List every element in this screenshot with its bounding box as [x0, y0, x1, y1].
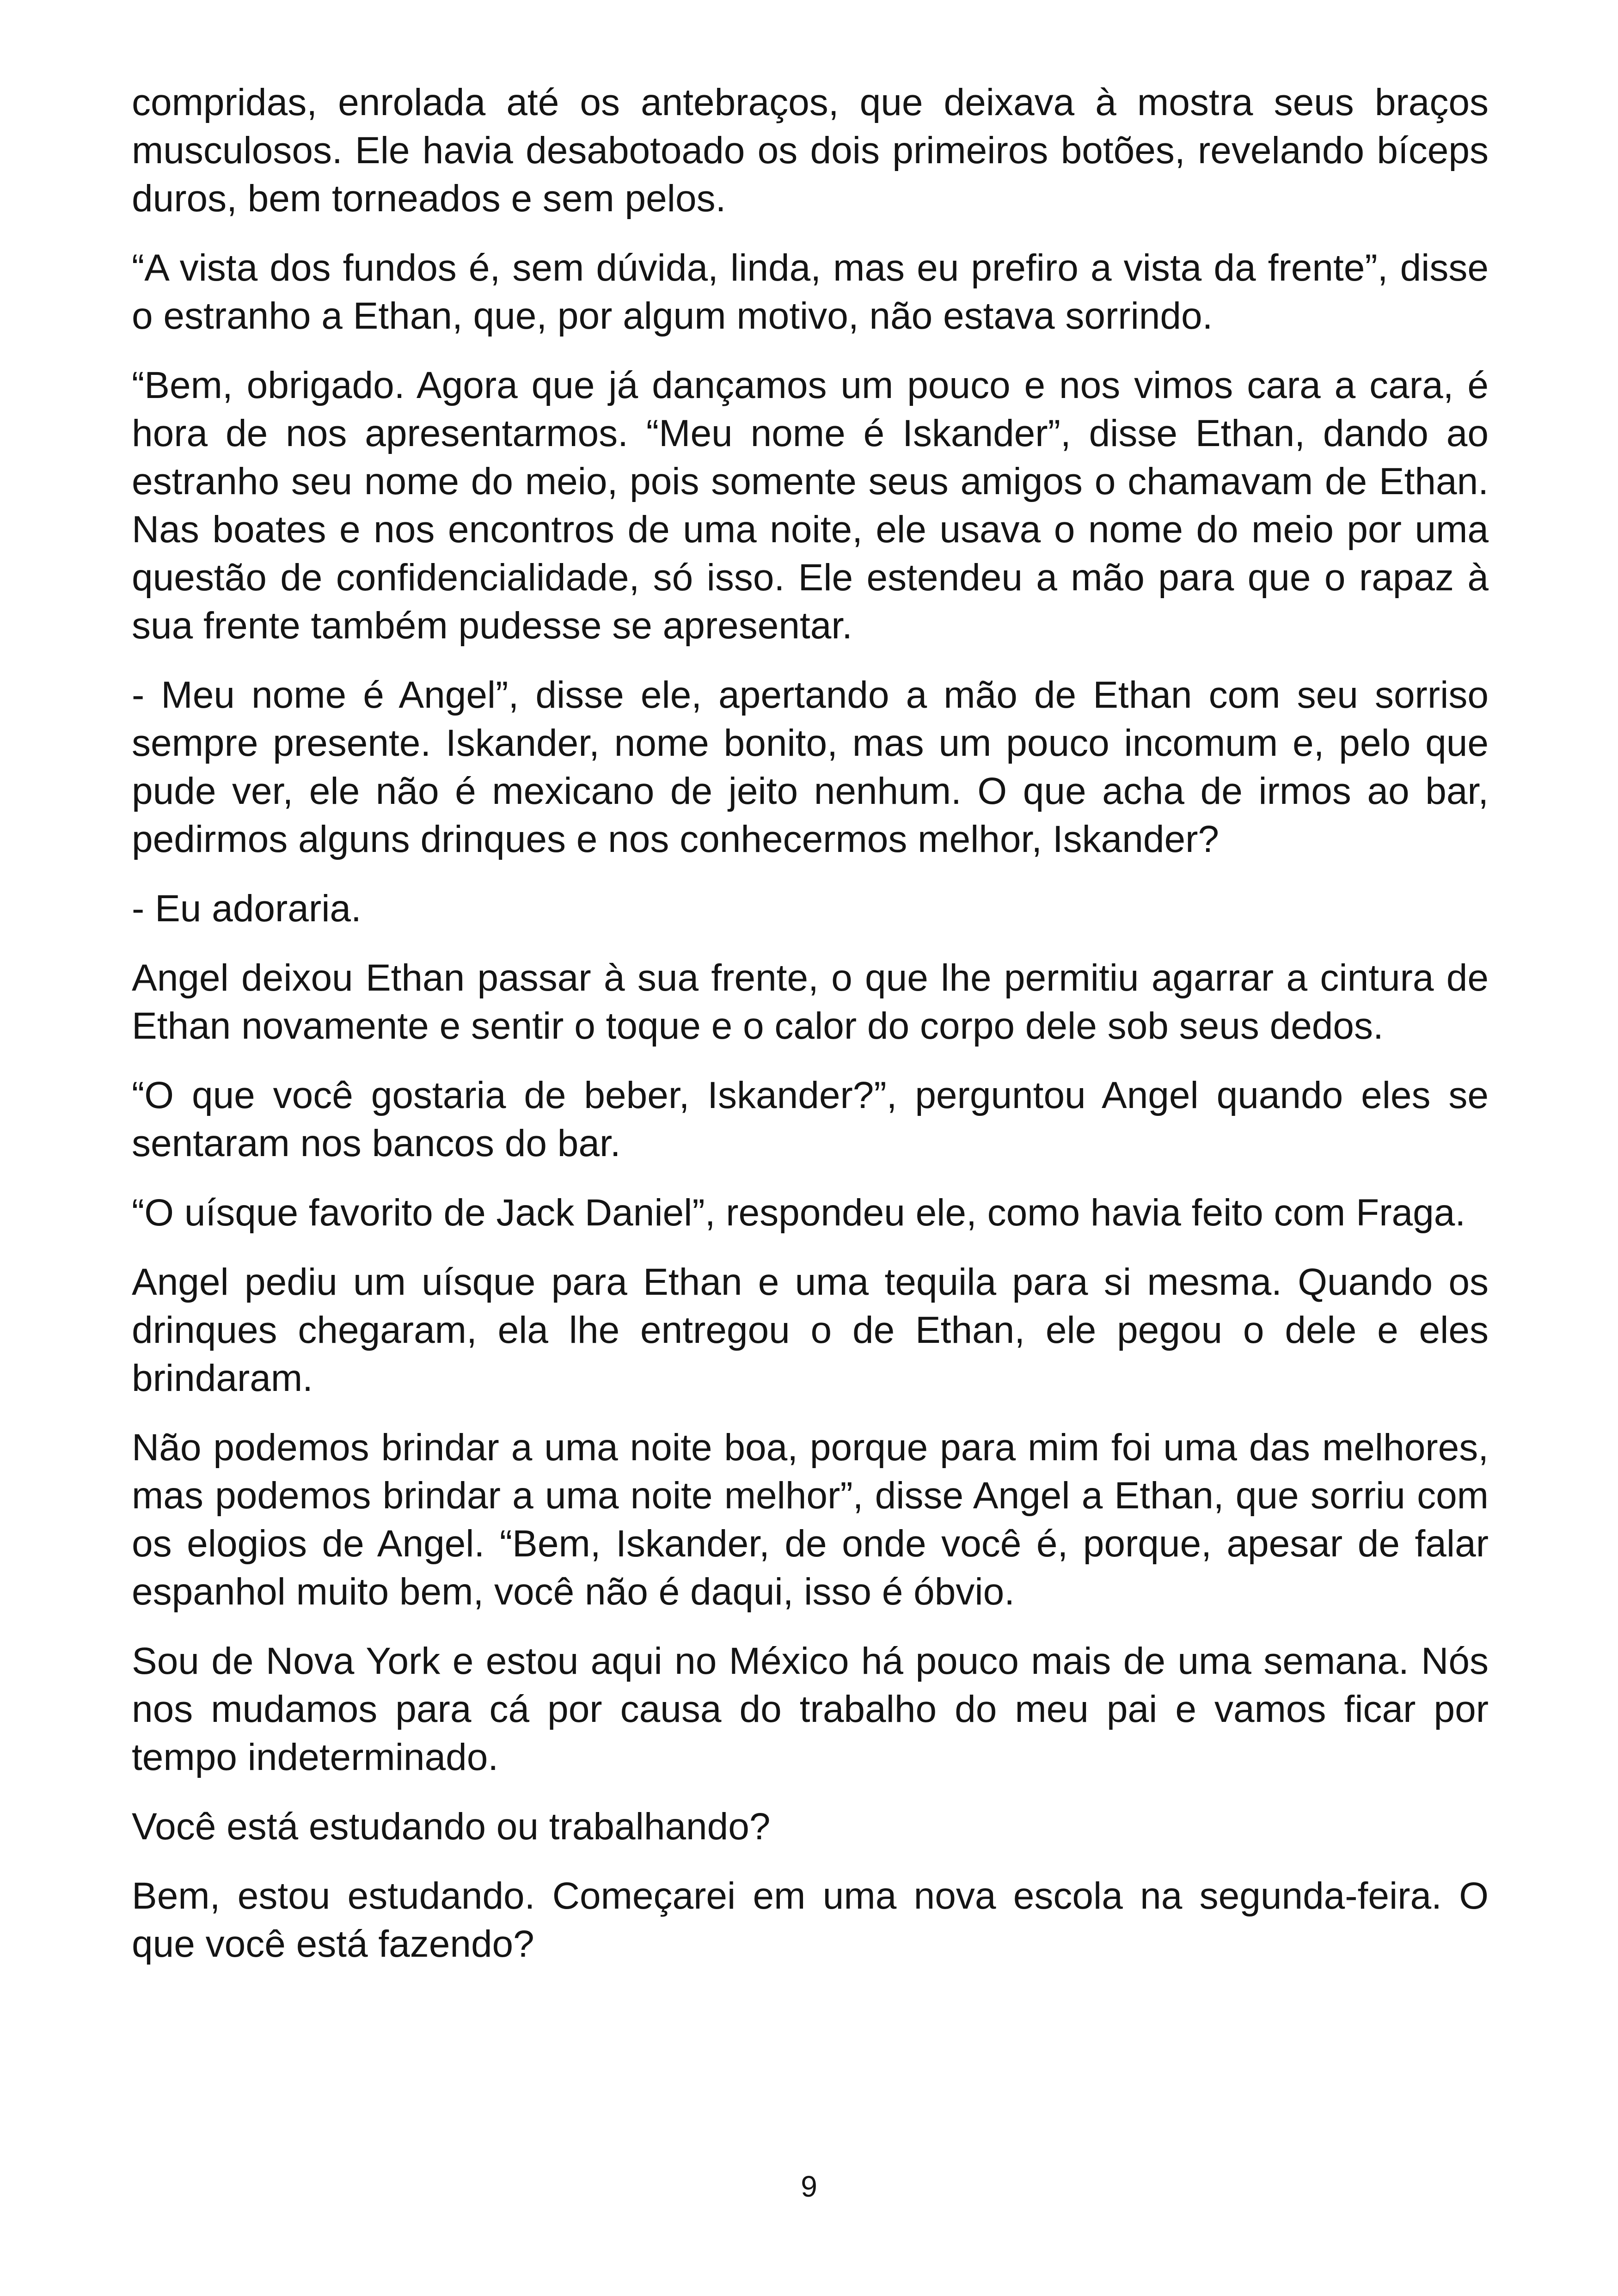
paragraph: Sou de Nova York e estou aqui no México há pouco mais de uma semana. Nós nos mudamos para cá por causa do trabalho do meu pai e vamos ficar por tempo indeterminado.: [132, 1640, 1489, 1778]
document-page: [132, 79, 1489, 2159]
paragraph: Você está estudando ou trabalhando?: [132, 1806, 771, 1848]
paragraph: - Meu nome é Angel”, disse ele, apertando a mão de Ethan com seu sorriso sempre presente. Iskander, nome bonito, mas um pouco incomum e, pelo que pude ver, ele não é mexicano de jeito nenhum. O que acha de irmos ao bar, pedirmos alguns drinques e nos conhecermos melhor, Iskander?: [132, 674, 1489, 860]
paragraph: compridas, enrolada até os antebraços, que deixava à mostra seus braços musculosos. Ele havia desabotoado os dois primeiros botões, revelando bíceps duros, bem torneados e sem pelos.: [132, 81, 1489, 220]
paragraph: “A vista dos fundos é, sem dúvida, linda, mas eu prefiro a vista da frente”, disse o estranho a Ethan, que, por algum motivo, não estava sorrindo.: [132, 247, 1489, 337]
paragraph: “O que você gostaria de beber, Iskander?”, perguntou Angel quando eles se sentaram nos bancos do bar.: [132, 1074, 1489, 1164]
paragraph: Bem, estou estudando. Começarei em uma nova escola na segunda-feira. O que você está fazendo?: [132, 1875, 1489, 1965]
paragraph: “Bem, obrigado. Agora que já dançamos um pouco e nos vimos cara a cara, é hora de nos apresentarmos. “Meu nome é Iskander”, disse Ethan, dando ao estranho seu nome do meio, pois somente seus amigos o chamavam de Ethan. Nas boates e nos encontros de uma noite, ele usava o nome do meio por uma questão de confidencialidade, só isso. Ele estendeu a mão para que o rapaz à sua frente também pudesse se apresentar.: [132, 364, 1489, 647]
paragraph: Angel pediu um uísque para Ethan e uma tequila para si mesma. Quando os drinques chegaram, ela lhe entregou o de Ethan, ele pegou o dele e eles brindaram.: [132, 1261, 1489, 1399]
page-number: 9: [801, 2170, 817, 2203]
paragraph: Angel deixou Ethan passar à sua frente, o que lhe permitiu agarrar a cintura de Ethan novamente e sentir o toque e o calor do corpo dele sob seus dedos.: [132, 957, 1489, 1047]
paragraph: Não podemos brindar a uma noite boa, porque para mim foi uma das melhores, mas podemos brindar a uma noite melhor”, disse Angel a Ethan, que sorriu com os elogios de Angel. “Bem, Iskander, de onde você é, porque, apesar de falar espanhol muito bem, você não é daqui, isso é óbvio.: [132, 1427, 1489, 1613]
paragraph: - Eu adoraria.: [132, 888, 362, 930]
paragraph: “O uísque favorito de Jack Daniel”, respondeu ele, como havia feito com Fraga.: [132, 1192, 1466, 1234]
